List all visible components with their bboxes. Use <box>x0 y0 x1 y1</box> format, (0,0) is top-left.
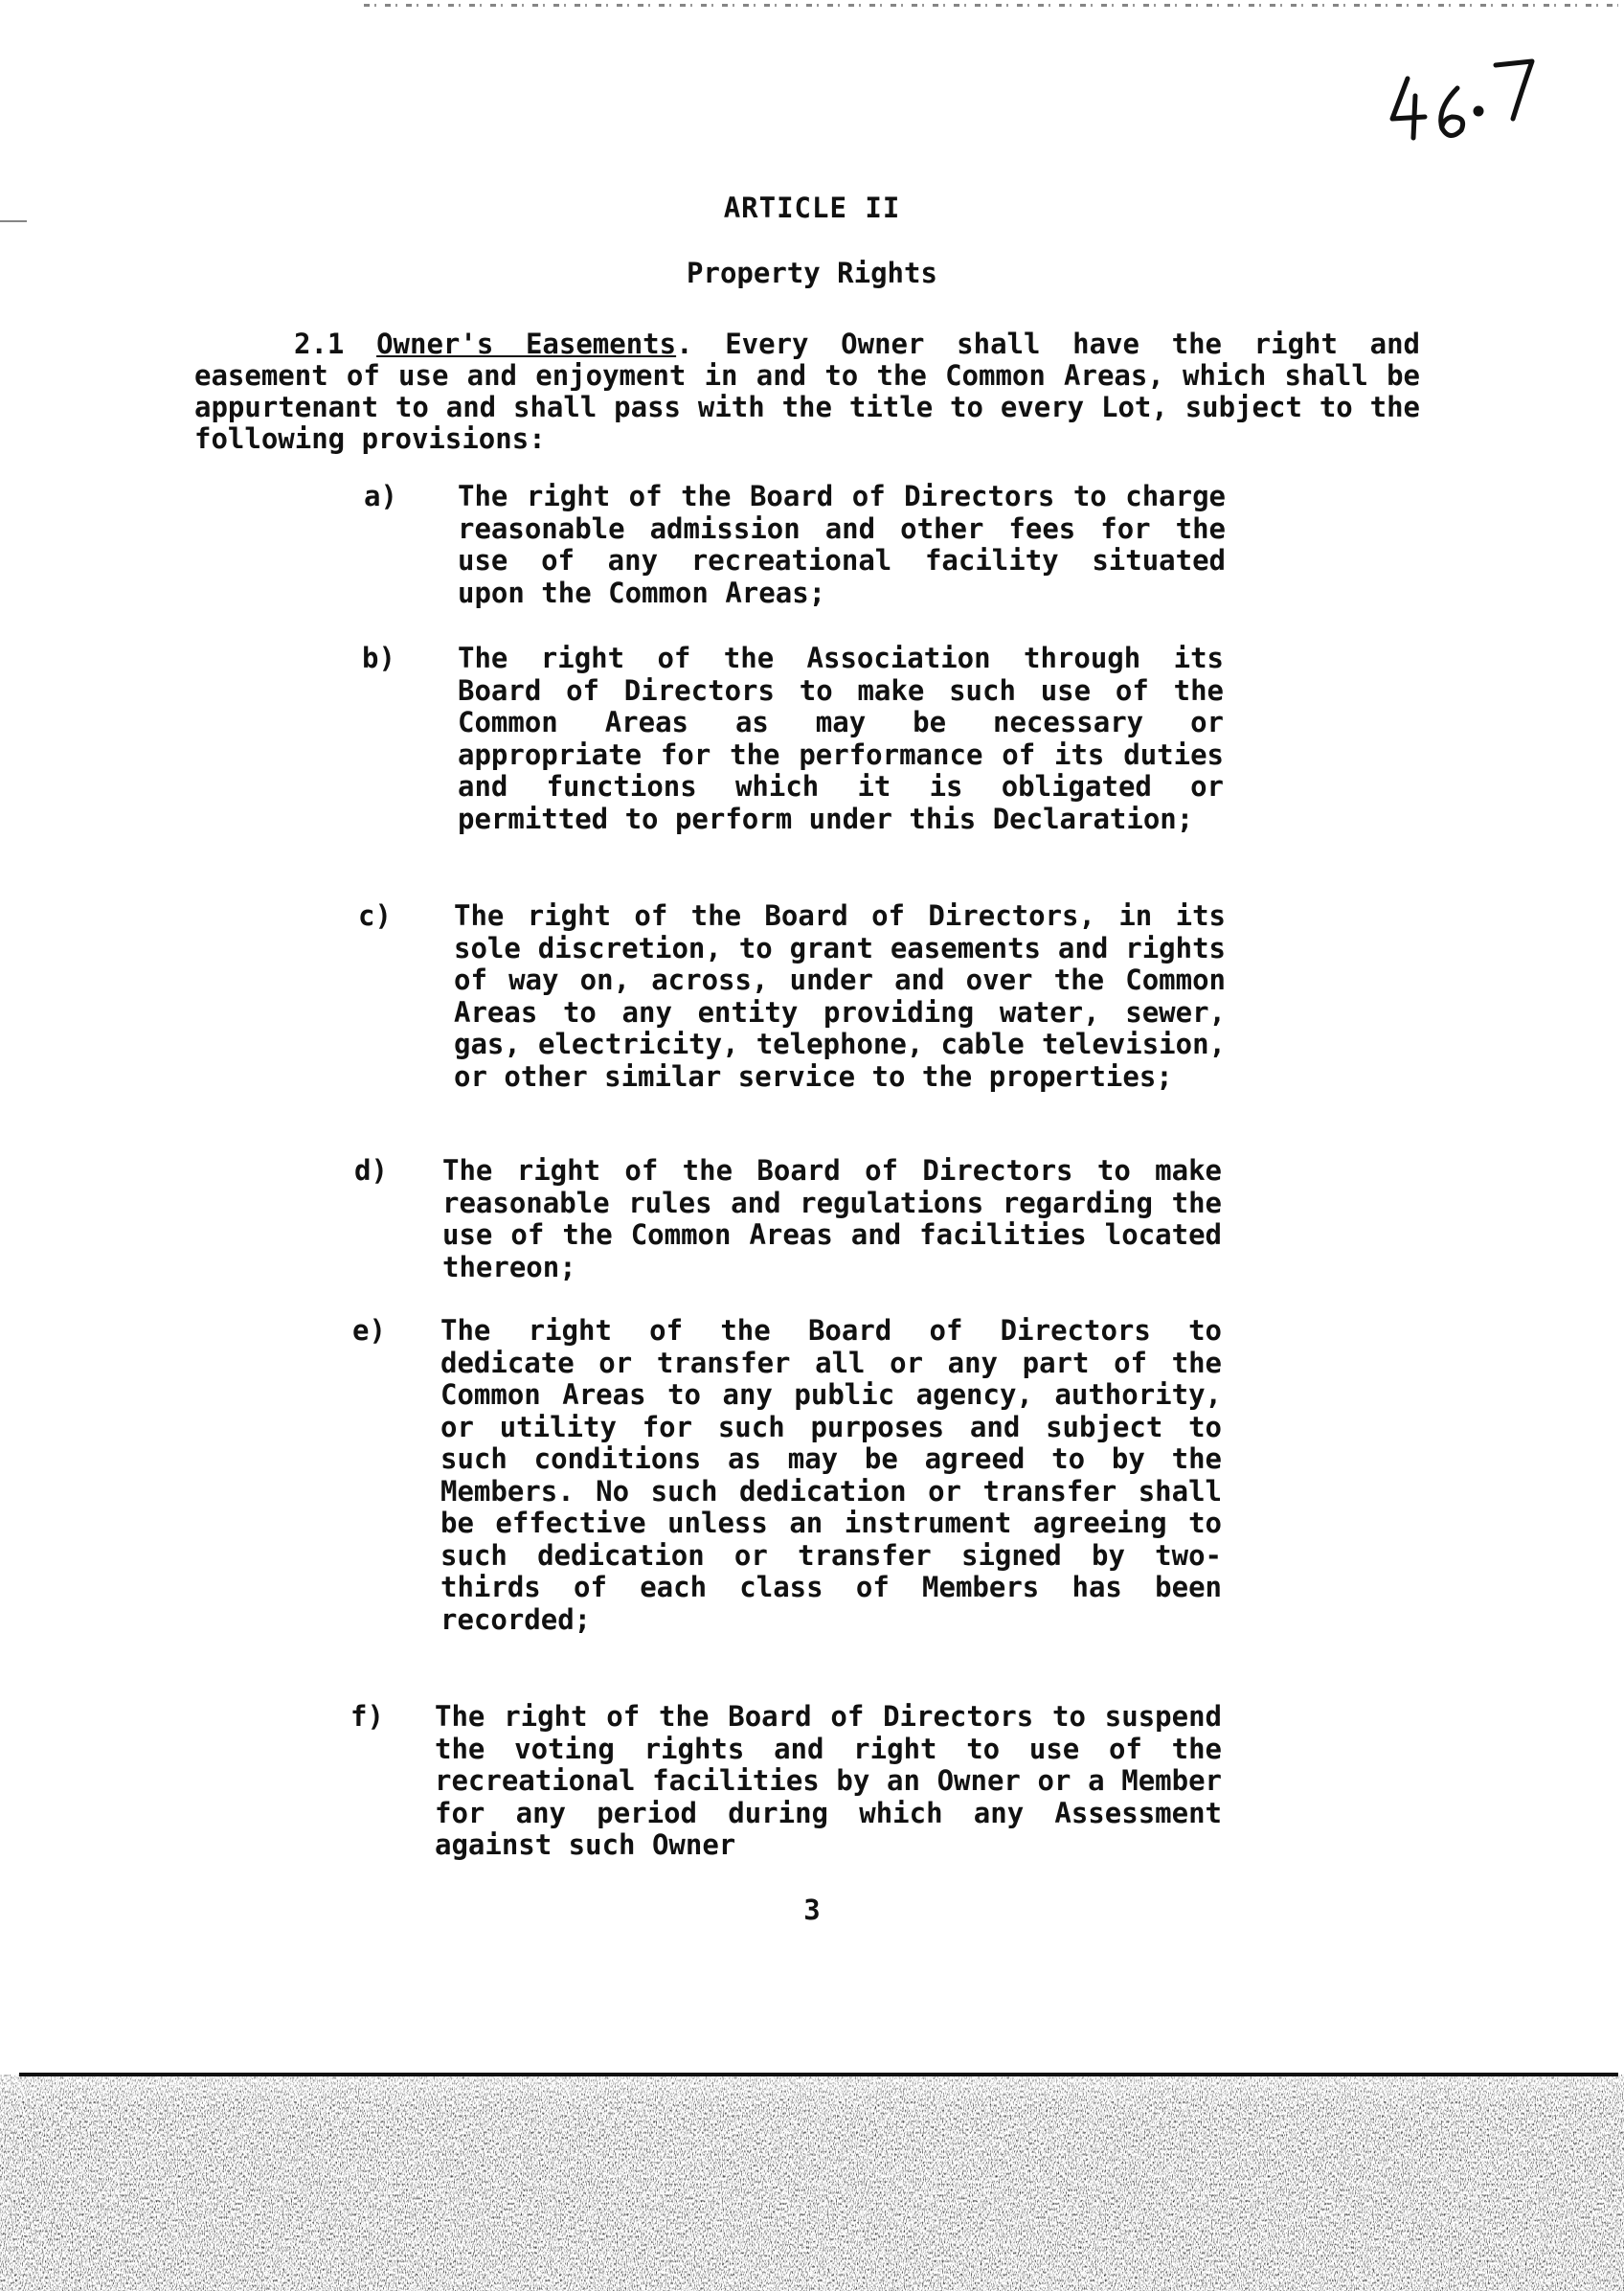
list-item-letter: d) <box>354 1154 388 1187</box>
article-subtitle: Property Rights <box>687 257 937 289</box>
list-item-text: The right of the Board of Directors, in its sole discretion, to grant easements and rights of way on, across, under and over the Common Areas to any entity providing water, sewer, gas, electricity, telephone, cable television, or other similar service to the properties; <box>454 899 1226 1093</box>
page-number: 3 <box>803 1894 821 1926</box>
list-item-letter: e) <box>352 1314 386 1347</box>
list-item-letter: a) <box>364 480 397 512</box>
list-item-text: The right of the Board of Directors to make reasonable rules and regulations regarding the use of the Common Areas and facilities located thereon; <box>442 1154 1222 1283</box>
article-title: ARTICLE II <box>723 192 901 224</box>
list-item-text: The right of the Board of Directors to charge reasonable admission and other fees for the use of any recreational facility situated upon the Common Areas; <box>458 480 1226 609</box>
section-paragraph <box>194 329 1420 455</box>
scan-noise-band <box>0 2069 1624 2291</box>
section-text: . Every Owner shall have the right and easement of use and enjoyment in and to the Common Areas, which shall be appurtenant to and shall pass with the title to every Lot, subject to the following provisions: <box>194 328 1420 455</box>
section-heading: Owner's Easements <box>376 328 677 360</box>
list-item-letter: f) <box>350 1700 384 1733</box>
list-item-text: The right of the Board of Directors to suspend the voting rights and right to use of the recreational facilities by an Owner or a Member for any period during which any Assessment against such Owner <box>435 1700 1222 1861</box>
scan-artifact-top <box>364 4 1618 7</box>
section-number: 2.1 <box>294 328 345 360</box>
list-item-letter: c) <box>358 899 392 932</box>
handwritten-note <box>1379 50 1561 146</box>
list-item-letter: b) <box>362 642 395 674</box>
list-item-text: The right of the Association through its Board of Directors to make such use of the Common Areas as may be necessary or appropriate for the performance of its duties and functions which it is obligated or permitted to perform under this Declaration; <box>458 642 1224 835</box>
list-item-text: The right of the Board of Directors to dedicate or transfer all or any part of the Common Areas to any public agency, authority, or utility for such purposes and subject to such conditions as may be agreed to by the Members. No such dedication or transfer shall be effective unless an instrument agreeing to such dedication or transfer signed by two-thirds of each class of Members has been recorded; <box>440 1314 1222 1636</box>
